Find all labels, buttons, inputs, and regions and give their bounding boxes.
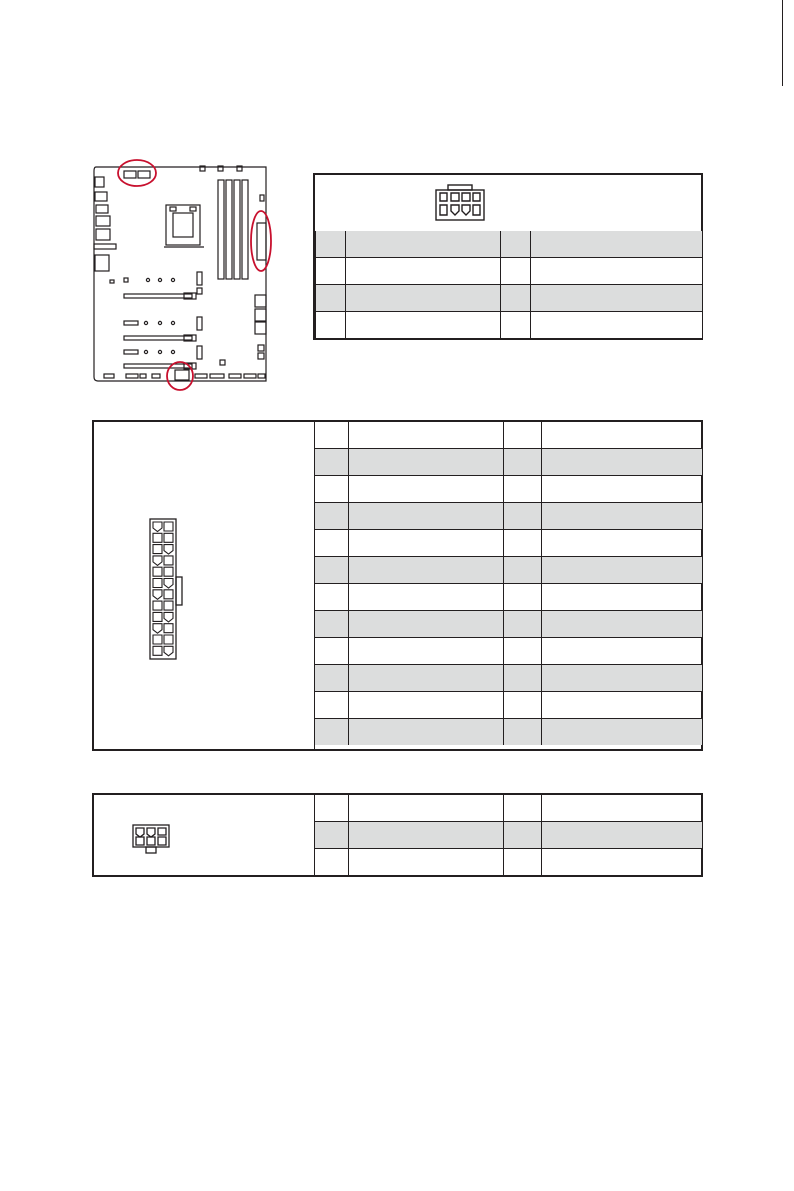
connector-pin-cell — [153, 556, 162, 566]
pin-number — [315, 719, 349, 746]
connector-pin-cell — [164, 567, 173, 576]
pin-signal — [349, 449, 504, 476]
pin-signal — [349, 476, 504, 503]
pin-signal — [349, 665, 504, 692]
pin-number — [316, 312, 346, 339]
pcie-power-connector-panel — [94, 795, 315, 875]
pin-number — [315, 584, 349, 611]
pin-number — [315, 665, 349, 692]
pin-number — [315, 822, 349, 849]
atx-power-pin-table — [92, 420, 703, 751]
pin-signal — [542, 584, 702, 611]
connector-pin-cell — [164, 533, 173, 542]
pin-number — [504, 557, 542, 584]
pin-signal — [349, 719, 504, 746]
pin-signal — [542, 503, 702, 530]
pin-signal — [349, 611, 504, 638]
connector-pin-cell — [164, 579, 173, 589]
pin-number — [315, 449, 349, 476]
connector-pin-cell — [153, 533, 162, 542]
pin-signal — [542, 692, 702, 719]
pin-number — [315, 849, 349, 876]
pin-signal — [542, 849, 702, 876]
pin-number — [315, 422, 349, 449]
pin-number — [504, 719, 542, 746]
pin-signal — [542, 449, 702, 476]
atx-power-connector-panel — [94, 422, 315, 749]
pin-number — [504, 638, 542, 665]
table-row — [316, 312, 702, 339]
pin-number — [316, 285, 346, 312]
cpu-power-pin-table — [313, 173, 703, 340]
pin-signal — [349, 822, 504, 849]
connector-pin-cell — [164, 545, 173, 555]
pin-number — [315, 795, 349, 822]
connector-pin-cell — [153, 590, 162, 600]
table-row — [315, 849, 702, 876]
pin-signal — [346, 258, 501, 285]
cpu-power-pin-grid — [315, 231, 702, 338]
pin-signal — [542, 611, 702, 638]
connector-pin-cell — [153, 567, 162, 576]
pin-number — [504, 503, 542, 530]
connector-pin-cell — [164, 601, 173, 610]
pin-number — [504, 795, 542, 822]
connector-pin-cell — [164, 612, 173, 622]
pin-signal — [349, 849, 504, 876]
cpu-power-connector-header — [315, 175, 701, 232]
connector-pin-cell — [164, 646, 173, 656]
pin-signal — [531, 285, 702, 312]
table-row — [315, 557, 702, 584]
pin-number — [501, 312, 531, 339]
connector-pin-cell — [153, 624, 162, 634]
table-row — [315, 584, 702, 611]
table-row — [316, 231, 702, 258]
pin-signal — [531, 312, 702, 339]
pin-signal — [531, 258, 702, 285]
pin-signal — [349, 557, 504, 584]
connector-pin-cell — [153, 646, 162, 655]
connector-pin-cell — [153, 522, 162, 532]
6-pin-connector-icon — [131, 823, 171, 855]
pin-number — [315, 638, 349, 665]
pin-number — [504, 584, 542, 611]
table-row — [316, 258, 702, 285]
table-row — [315, 665, 702, 692]
pin-number — [316, 231, 346, 258]
pin-signal — [346, 231, 501, 258]
pin-number — [315, 692, 349, 719]
connector-pin-cell — [153, 612, 162, 621]
pin-signal — [531, 231, 702, 258]
connector-pin-cell — [164, 624, 173, 633]
pin-signal — [346, 312, 501, 339]
connector-pin-cell — [164, 590, 173, 599]
table-row — [315, 638, 702, 665]
pin-number — [504, 422, 542, 449]
pin-number — [316, 258, 346, 285]
pcie-power-pin-grid — [314, 795, 702, 875]
table-row — [316, 285, 702, 312]
pin-signal — [349, 692, 504, 719]
pin-signal — [349, 584, 504, 611]
table-row — [315, 422, 702, 449]
pin-signal — [349, 503, 504, 530]
pin-number — [504, 822, 542, 849]
pin-signal — [542, 530, 702, 557]
pin-number — [504, 476, 542, 503]
pin-number — [501, 285, 531, 312]
pin-number — [315, 530, 349, 557]
motherboard-layout-diagram — [84, 155, 280, 391]
table-row — [315, 503, 702, 530]
connector-pin-cell — [164, 556, 173, 565]
connector-pin-cell — [153, 635, 162, 644]
pin-signal — [542, 795, 702, 822]
atx-power-pin-grid — [314, 422, 702, 745]
connector-pin-cell — [153, 601, 162, 610]
pin-number — [501, 231, 531, 258]
pin-number — [315, 557, 349, 584]
pin-signal — [349, 530, 504, 557]
pin-signal — [542, 638, 702, 665]
pin-signal — [542, 422, 702, 449]
table-row — [315, 476, 702, 503]
pin-number — [315, 503, 349, 530]
table-row — [315, 530, 702, 557]
8-pin-connector-icon — [434, 183, 486, 221]
pin-number — [504, 611, 542, 638]
pin-number — [315, 611, 349, 638]
connector-pin-cell — [153, 545, 162, 554]
table-row — [315, 719, 702, 746]
pin-number — [315, 476, 349, 503]
table-row — [315, 449, 702, 476]
pcie-power-pin-table — [92, 793, 703, 877]
pin-number — [504, 849, 542, 876]
pin-signal — [542, 719, 702, 746]
page-cut-line — [782, 0, 783, 86]
pin-signal — [349, 795, 504, 822]
table-row — [315, 795, 702, 822]
pin-signal — [542, 822, 702, 849]
connector-pin-cell — [153, 579, 162, 588]
connector-pin-cell — [164, 522, 173, 531]
table-row — [315, 692, 702, 719]
pin-number — [504, 665, 542, 692]
pin-number — [504, 449, 542, 476]
pin-signal — [542, 557, 702, 584]
pin-signal — [349, 422, 504, 449]
table-row — [315, 822, 702, 849]
pin-signal — [349, 638, 504, 665]
pin-signal — [346, 285, 501, 312]
pin-signal — [542, 665, 702, 692]
atx-power-highlight — [251, 211, 271, 271]
pin-number — [504, 530, 542, 557]
pin-number — [504, 692, 542, 719]
connector-pin-cell — [164, 635, 173, 644]
24-pin-connector-icon — [148, 517, 188, 661]
pin-signal — [542, 476, 702, 503]
table-row — [315, 611, 702, 638]
pin-number — [501, 258, 531, 285]
